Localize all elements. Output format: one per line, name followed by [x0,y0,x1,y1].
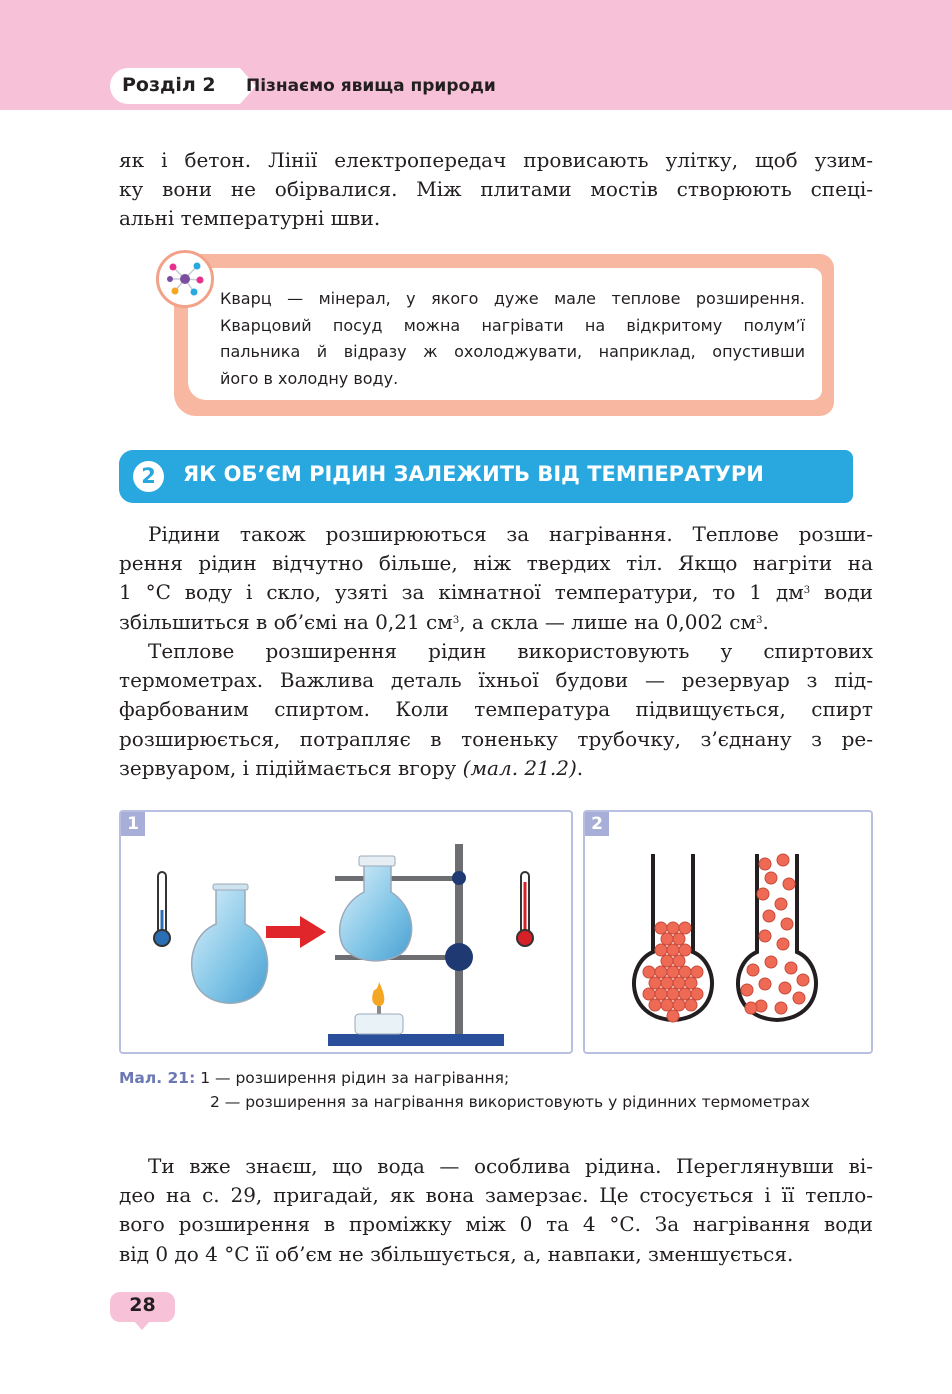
text-fragment: , а скла — лише на 0,002 см [459,609,757,634]
cold-thermometer-icon [154,872,170,946]
note-text [220,286,805,392]
particle [679,988,691,1000]
particle [679,922,691,934]
note-badge [156,250,214,308]
particle [661,977,673,989]
particle [667,922,679,934]
particle [655,966,667,978]
caption-text: 1 — розширення рідин за нагрівання; [200,1069,510,1087]
text-line [119,754,873,783]
section-title: ЯК ОБ’ЄМ РІДИН ЗАЛЕЖИТЬ ВІД ТЕМПЕРАТУРИ [183,462,764,486]
text-line [119,608,873,637]
text-fragment: 1 °С воду і скло, узяті за кімнатної температури, то 1 дм [119,580,804,605]
particle [763,910,775,922]
figure-panel-number: 1 [121,812,145,836]
superscript: 3 [756,614,763,626]
figure-panel-molecules [583,810,873,1054]
particle [747,964,759,976]
figure-panel-heating [119,810,573,1054]
particle [667,988,679,1000]
note-line: Кварц — мінерал, у якого дуже мале теплове розширення. [220,289,805,308]
particle [745,1002,757,1014]
text-fragment: . [762,609,769,634]
particle [667,944,679,956]
text-line: део на с. 29, пригадай, як вона замерзає. Це стосується і її тепло- [119,1183,873,1208]
arrow-right-icon [266,916,326,948]
section-number: 2 [133,461,164,492]
chapter-title: Пізнаємо явища природи [246,76,496,96]
particle [759,978,771,990]
particle [661,955,673,967]
heating-illustration [121,812,571,1052]
note-line: його в холодну воду. [220,368,399,388]
molecule-icon [159,253,211,305]
flask-cold-icon [192,884,268,1003]
caption-label: Мал. 21: [119,1069,196,1087]
particle [679,966,691,978]
particle [783,878,795,890]
page-number: 28 [129,1294,156,1316]
text-fragment: зервуаром, і підіймається вгору [119,755,463,780]
particle [679,944,691,956]
particle [781,918,793,930]
particle [649,999,661,1011]
particle [777,854,789,866]
note-line: Кварцовий посуд можна нагрівати на відкритому полум’ї [220,315,805,335]
paragraph-water-anomaly [119,1152,873,1269]
text-fragment: . [576,755,584,780]
text-line: Ти вже знаєш, що вода — особлива рідина. Переглянувши ві- [148,1154,873,1178]
particle [765,956,777,968]
figure-reference: (мал. 21.2) [462,755,577,780]
molecule-expansion-illustration [585,812,871,1052]
hot-thermometer-icon [517,872,533,946]
particle [655,944,667,956]
flask-hot-icon [340,856,412,961]
particle [673,933,685,945]
text-line: альні температурні шви. [119,206,381,231]
text-fragment: збільшиться в об’ємі на 0,21 см [119,609,453,634]
superscript: 3 [452,614,460,626]
particle [673,977,685,989]
superscript: 3 [803,585,811,597]
particle [661,933,673,945]
particle [667,1010,679,1022]
particle [765,872,777,884]
particle [775,898,787,910]
text-line: як і бетон. Лінії електропередач провисають улітку, щоб узим- [119,148,873,172]
text-line: рення рідин відчутно більше, ніж твердих тіл. Якщо нагріти на [119,551,873,576]
text-line: фарбованим спиртом. Коли температура підвищується, спирт [119,697,873,722]
particle [655,922,667,934]
particle [785,962,797,974]
text-line: розширюється, потрапляє в тоненьку трубочку, з’єднану з ре- [119,726,873,751]
text-line: від 0 до 4 °С її об’єм не збільшується, а, навпаки, зменшується. [119,1241,794,1266]
text-line: Теплове розширення рідин використовують у спиртових [148,639,873,663]
figure-panel-number: 2 [585,812,609,836]
particle [779,982,791,994]
particle [685,999,697,1011]
particle [643,966,655,978]
paragraph-thermometers [119,637,873,783]
particle [661,999,673,1011]
particle [797,974,809,986]
particle [775,1002,787,1014]
particle [757,888,769,900]
text-line: термометрах. Важлива деталь їхньої будови — резервуар з під- [119,668,873,693]
text-line: Рідини також розширюються за нагрівання. Теплове розши- [148,522,873,546]
particle [759,858,771,870]
particle [649,977,661,989]
particle [667,966,679,978]
particle [741,984,753,996]
note-line: пальника й відразу ж охолоджувати, наприклад, опустивши [220,342,805,361]
intro-paragraph [119,146,873,234]
particle [759,930,771,942]
particle [691,988,703,1000]
text-fragment: води [810,580,873,605]
text-line: ку вони не обірвалися. Між плитами мостів створюють спеці- [119,177,873,202]
particle [643,988,655,1000]
particle [673,999,685,1011]
text-line: вого розширення в проміжку між 0 та 4 °С. За нагрівання води [119,1212,873,1237]
spirit-lamp-icon [355,982,403,1034]
figure-caption-line-1 [119,1069,509,1087]
particle [685,977,697,989]
page-number-tab-tip [133,1320,151,1330]
particle [691,966,703,978]
paragraph-liquids-expansion [119,520,873,637]
text-line [119,578,873,607]
particle [777,938,789,950]
figure-caption-line-2: 2 — розширення за нагрівання використовують у рідинних термометрах [210,1093,810,1111]
chapter-label: Розділ 2 [122,74,216,96]
particle [673,955,685,967]
particle [655,988,667,1000]
particle [793,992,805,1004]
